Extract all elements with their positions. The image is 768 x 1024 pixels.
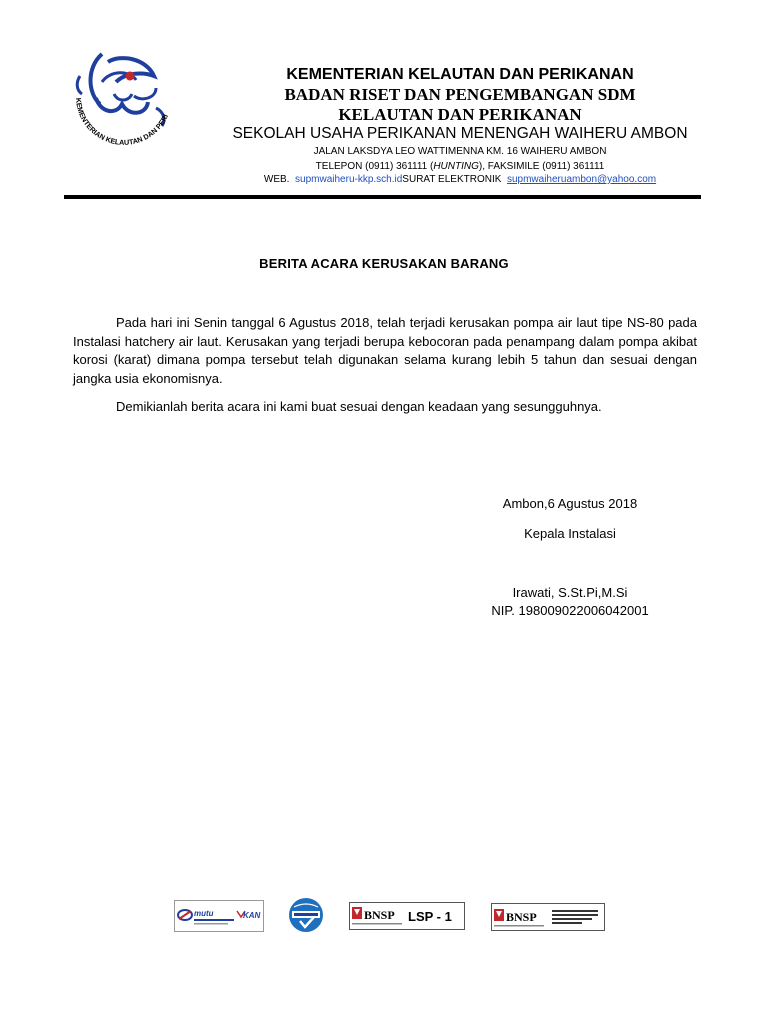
svg-text:mutu: mutu bbox=[194, 909, 214, 918]
svg-text:BNSP: BNSP bbox=[506, 910, 537, 924]
ministry-name: KEMENTERIAN KELAUTAN DAN PERIKANAN bbox=[286, 66, 634, 83]
bnsp-lsp-logo-icon bbox=[349, 902, 465, 930]
bnsp-globe-logo-icon bbox=[288, 897, 324, 933]
agency-name-line2: KELAUTAN DAN PERIKANAN bbox=[338, 105, 582, 124]
phone-suffix: ), FAKSIMILE (0911) 361111 bbox=[478, 161, 605, 172]
signer-nip: NIP. 198009022006042001 bbox=[491, 603, 649, 618]
kkp-fish-emblem-icon bbox=[56, 46, 176, 176]
email-link[interactable]: supmwaiheruambon@yahoo.com bbox=[506, 174, 657, 185]
web-link[interactable]: supmwaiheru-kkp.sch.id bbox=[295, 174, 403, 185]
signer-name: Irawati, S.St.Pi,M.Si bbox=[512, 585, 628, 600]
signer-position: Kepala Instalasi bbox=[524, 526, 616, 541]
school-name: SEKOLAH USAHA PERIKANAN MENENGAH WAIHERU AMBON bbox=[232, 125, 688, 142]
letterhead-divider bbox=[64, 195, 701, 199]
svg-text:BNSP: BNSP bbox=[364, 908, 395, 922]
svg-text:KEMENTERIAN KELAUTAN DAN PERIK: KEMENTERIAN KELAUTAN DAN PERI bbox=[73, 97, 171, 147]
svg-text:KAN: KAN bbox=[243, 911, 261, 920]
mutu-certification-kan-logo-icon bbox=[174, 900, 264, 932]
phone-hunting: HUNTING bbox=[433, 161, 479, 172]
document-title: BERITA ACARA KERUSAKAN BARANG bbox=[259, 256, 509, 271]
email-label: SURAT ELEKTRONIK bbox=[402, 174, 502, 185]
phone-line bbox=[170, 161, 750, 172]
address-line: JALAN LAKSDYA LEO WATTIMENNA KM. 16 WAIHERU AMBON bbox=[313, 146, 607, 157]
svg-text:LSP - 1: LSP - 1 bbox=[408, 909, 452, 924]
bnsp-tuk-logo-icon bbox=[491, 903, 605, 931]
phone-prefix: TELEPON (0911) 361111 ( bbox=[315, 161, 434, 172]
web-label: WEB. bbox=[263, 174, 290, 185]
body-paragraph-1: Pada hari ini Senin tanggal 6 Agustus 2018, telah terjadi kerusakan pompa air laut tipe NS-80 pada Instalasi hatchery air laut. Kerusakan yang terjadi berupa kebocoran pada penampang dalam pompa akibat korosi (karat) dimana pompa tersebut telah digunakan selama kurang lebih 5 tahun dan sesuai dengan jangka usia ekonomisnya. bbox=[73, 315, 697, 386]
agency-name-line1: BADAN RISET DAN PENGEMBANGAN SDM bbox=[284, 85, 636, 104]
body-paragraph-2: Demikianlah berita acara ini kami buat sesuai dengan keadaan yang sesungguhnya. bbox=[116, 399, 602, 414]
fish-eye-icon bbox=[126, 72, 135, 81]
contact-line bbox=[170, 174, 750, 185]
place-date: Ambon,6 Agustus 2018 bbox=[502, 496, 638, 511]
